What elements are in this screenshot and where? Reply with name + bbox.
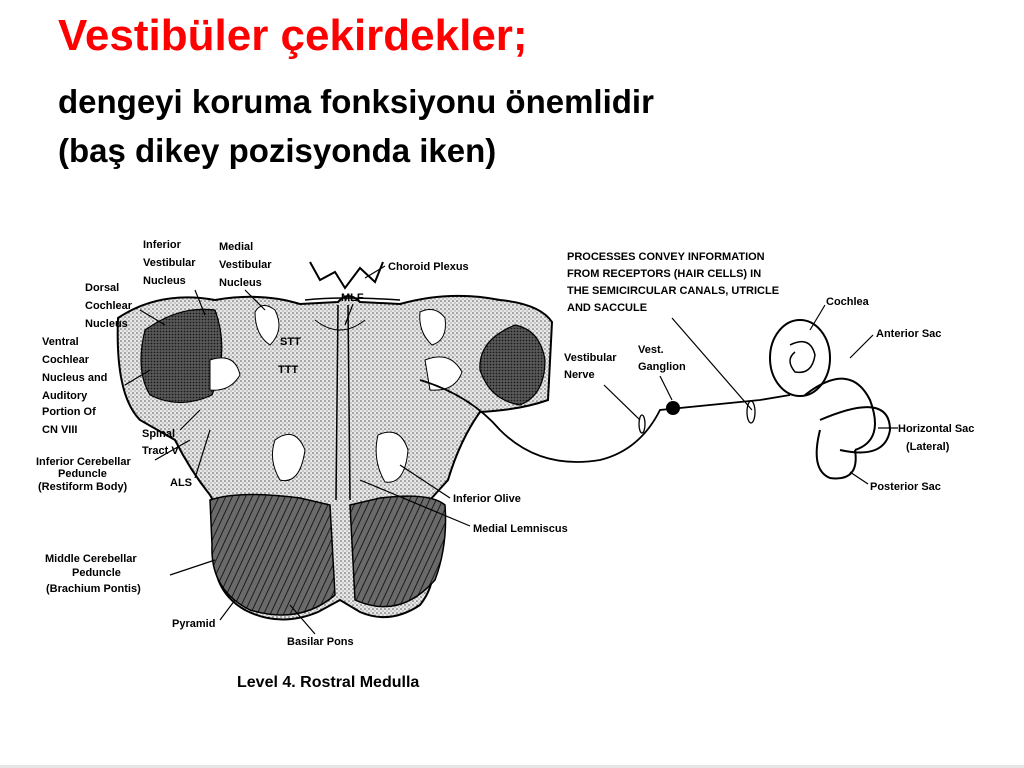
- label-vestibular-nerve: Vestibular Nerve: [564, 352, 617, 381]
- label-posterior-sac: Posterior Sac: [870, 481, 941, 493]
- slide-title: Vestibüler çekirdekler;: [58, 11, 528, 60]
- label-inferior-vestibular-nucleus: Inferior Vestibular Nucleus: [143, 239, 196, 287]
- slide-subtitle-line2: (baş dikey pozisyonda iken): [58, 132, 497, 169]
- label-stt: STT: [280, 336, 301, 348]
- label-mlf: MLF: [341, 292, 364, 304]
- label-choroid-plexus: Choroid Plexus: [388, 261, 469, 273]
- label-spinal-tract-v: Spinal Tract V: [142, 428, 179, 457]
- label-processes-note: PROCESSES CONVEY INFORMATION FROM RECEPTORS (HAIR CELLS) IN THE SEMICIRCULAR CANALS, UTRICLE AND SACCULE: [567, 251, 780, 314]
- label-ventral-cochlear-nucleus: Ventral Cochlear Nucleus and Auditory Portion Of CN VIII: [42, 336, 108, 436]
- label-inferior-cerebellar-peduncle: Inferior Cerebellar Peduncle (Restiform Body): [36, 456, 131, 493]
- label-als: ALS: [170, 477, 192, 489]
- label-anterior-sac: Anterior Sac: [876, 328, 942, 340]
- label-middle-cerebellar-peduncle: Middle Cerebellar Peduncle (Brachium Pontis): [45, 553, 141, 595]
- label-vest-ganglion: Vest. Ganglion: [638, 344, 686, 373]
- medulla-section: [118, 262, 552, 620]
- slide-subtitle-line1: dengeyi koruma fonksiyonu önemlidir: [58, 83, 654, 120]
- label-inferior-olive: Inferior Olive: [453, 493, 521, 505]
- label-ttt: TTT: [278, 364, 299, 376]
- label-horizontal-sac: Horizontal Sac (Lateral): [898, 423, 975, 453]
- label-medial-lemniscus: Medial Lemniscus: [473, 523, 568, 535]
- label-dorsal-cochlear-nucleus: Dorsal Cochlear Nucleus: [85, 282, 133, 330]
- figure-caption: Level 4. Rostral Medulla: [237, 674, 420, 691]
- label-cochlea: Cochlea: [826, 296, 869, 308]
- label-medial-vestibular-nucleus: Medial Vestibular Nucleus: [219, 241, 272, 289]
- vest-ganglion-dot: [666, 401, 680, 415]
- label-pyramid: Pyramid: [172, 618, 216, 630]
- label-basilar-pons: Basilar Pons: [287, 636, 354, 648]
